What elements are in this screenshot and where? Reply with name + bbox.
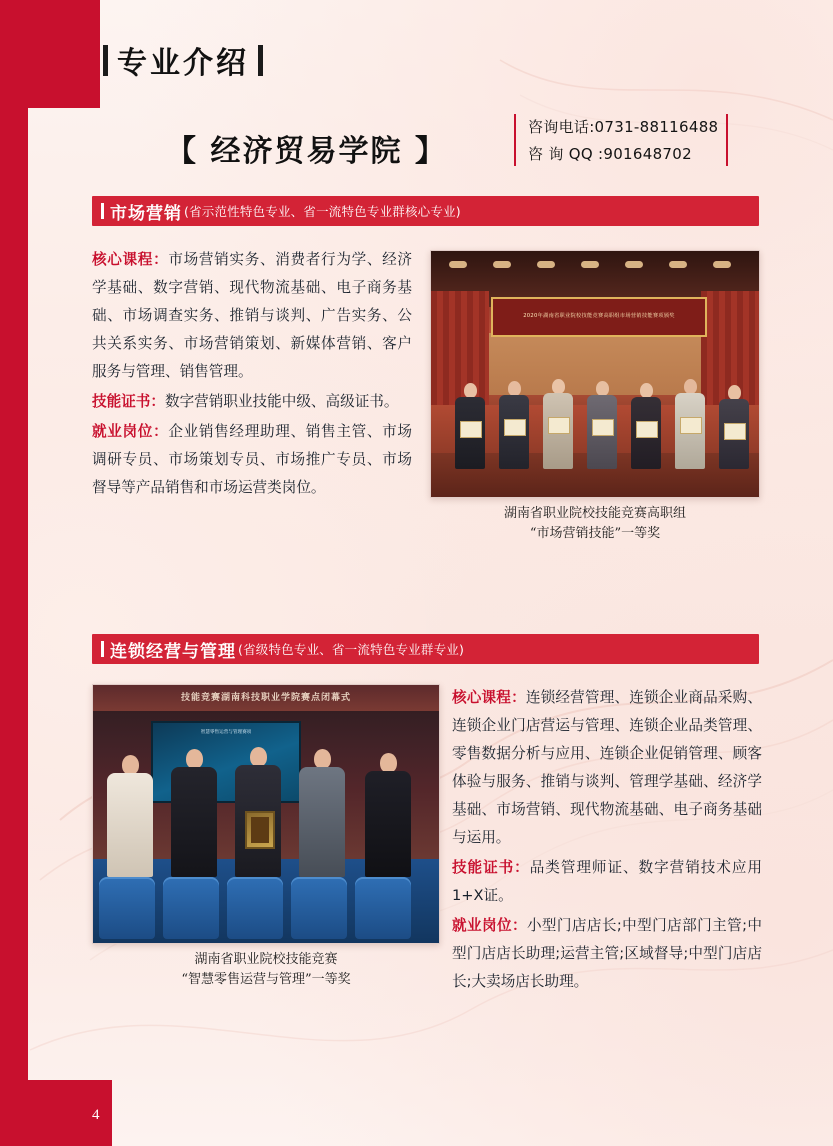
chain-certificates-label: 技能证书： <box>452 859 530 876</box>
page-title <box>103 38 263 82</box>
section-name-marketing: 市场营销 <box>110 203 182 224</box>
closing-banner-text: 技能竞赛湖南科技职业学院赛点闭幕式 <box>180 693 351 703</box>
chain-core-courses-text: 连锁经营管理、连锁企业商品采购、连锁企业门店营运与管理、连锁企业品类管理、零售数据分析与应用、连锁企业促销管理、顾客体验与服务、推销与谈判、管理学基础、经济学基础、市场营销、现代物流基础、电子商务基础与运用。 <box>452 689 762 846</box>
contact-info <box>514 114 728 166</box>
page-title-text: 专业介绍 <box>117 46 249 81</box>
competition-closing-photo <box>92 684 440 944</box>
title-right-tick <box>258 45 263 76</box>
marketing-jobs <box>92 418 412 502</box>
award-plaque <box>245 811 275 849</box>
marketing-jobs-label: 就业岗位： <box>92 423 169 440</box>
section-sub-chain: (省级特色专业、省一流特色专业群专业) <box>238 642 465 657</box>
chain-jobs <box>452 912 762 996</box>
marketing-certificates <box>92 388 412 416</box>
college-name: 【 经济贸易学院 】 <box>166 134 447 169</box>
award-photo-caption-line1: 湖南省职业院校技能竞赛高职组 <box>503 506 686 521</box>
contact-qq: 咨 询 QQ :901648702 <box>528 145 692 163</box>
chain-description <box>452 684 762 998</box>
marketing-core-courses-label: 核心课程： <box>92 251 169 268</box>
closing-banner <box>93 685 439 711</box>
closing-photo-caption <box>92 950 440 990</box>
closing-photo-caption-line1: 湖南省职业院校技能竞赛 <box>194 952 338 967</box>
stage-banner <box>491 297 707 337</box>
chain-core-courses <box>452 684 762 852</box>
chain-jobs-label: 就业岗位： <box>452 917 527 934</box>
marketing-description <box>92 246 412 504</box>
page-number: 4 <box>92 1107 100 1123</box>
award-ceremony-photo <box>430 250 760 498</box>
marketing-certificates-text: 数字营销职业技能中级、高级证书。 <box>164 393 399 410</box>
marketing-core-courses <box>92 246 412 386</box>
marketing-jobs-text: 企业销售经理助理、销售主管、市场调研专员、市场策划专员、市场推广专员、市场督导等产品销售和市场运营类岗位。 <box>92 423 412 496</box>
section-name-chain: 连锁经营与管理 <box>110 641 236 662</box>
section-banner-marketing <box>92 196 759 226</box>
contact-phone: 咨询电话:0731-88116488 <box>528 118 719 136</box>
marketing-core-courses-text: 市场营销实务、消费者行为学、经济学基础、数字营销、现代物流基础、电子商务基础、市场调查实务、推销与谈判、广告实务、公共关系实务、市场营销策划、新媒体营销、客户服务与管理、销售管理。 <box>92 251 412 380</box>
projection-screen-text: 智慧零售运营与管理赛项 <box>200 730 252 735</box>
chain-jobs-text: 小型门店店长;中型门店部门主管;中型门店店长助理;运营主管;区域督导;中型门店店长;大卖场店长助理。 <box>452 917 762 990</box>
marketing-certificates-label: 技能证书： <box>92 393 165 410</box>
chain-certificates <box>452 854 762 910</box>
closing-photo-caption-line2: “智慧零售运营与管理”一等奖 <box>181 972 351 987</box>
section-sub-marketing: (省示范性特色专业、省一流特色专业群核心专业) <box>184 204 461 219</box>
award-photo-caption <box>430 504 760 544</box>
award-photo-caption-line2: “市场营销技能”一等奖 <box>529 526 661 541</box>
chain-certificates-text: 品类管理师证、数字营销技术应用1+X证。 <box>452 859 762 904</box>
top-red-block <box>0 0 100 108</box>
section-banner-chain <box>92 634 759 664</box>
title-left-tick <box>103 45 108 76</box>
chain-core-courses-label: 核心课程： <box>452 689 526 706</box>
stage-banner-text: 2020年湖南省职业院校技能竞赛高职组市场营销技能赛项颁奖 <box>523 313 675 319</box>
left-red-bar <box>0 0 28 1146</box>
